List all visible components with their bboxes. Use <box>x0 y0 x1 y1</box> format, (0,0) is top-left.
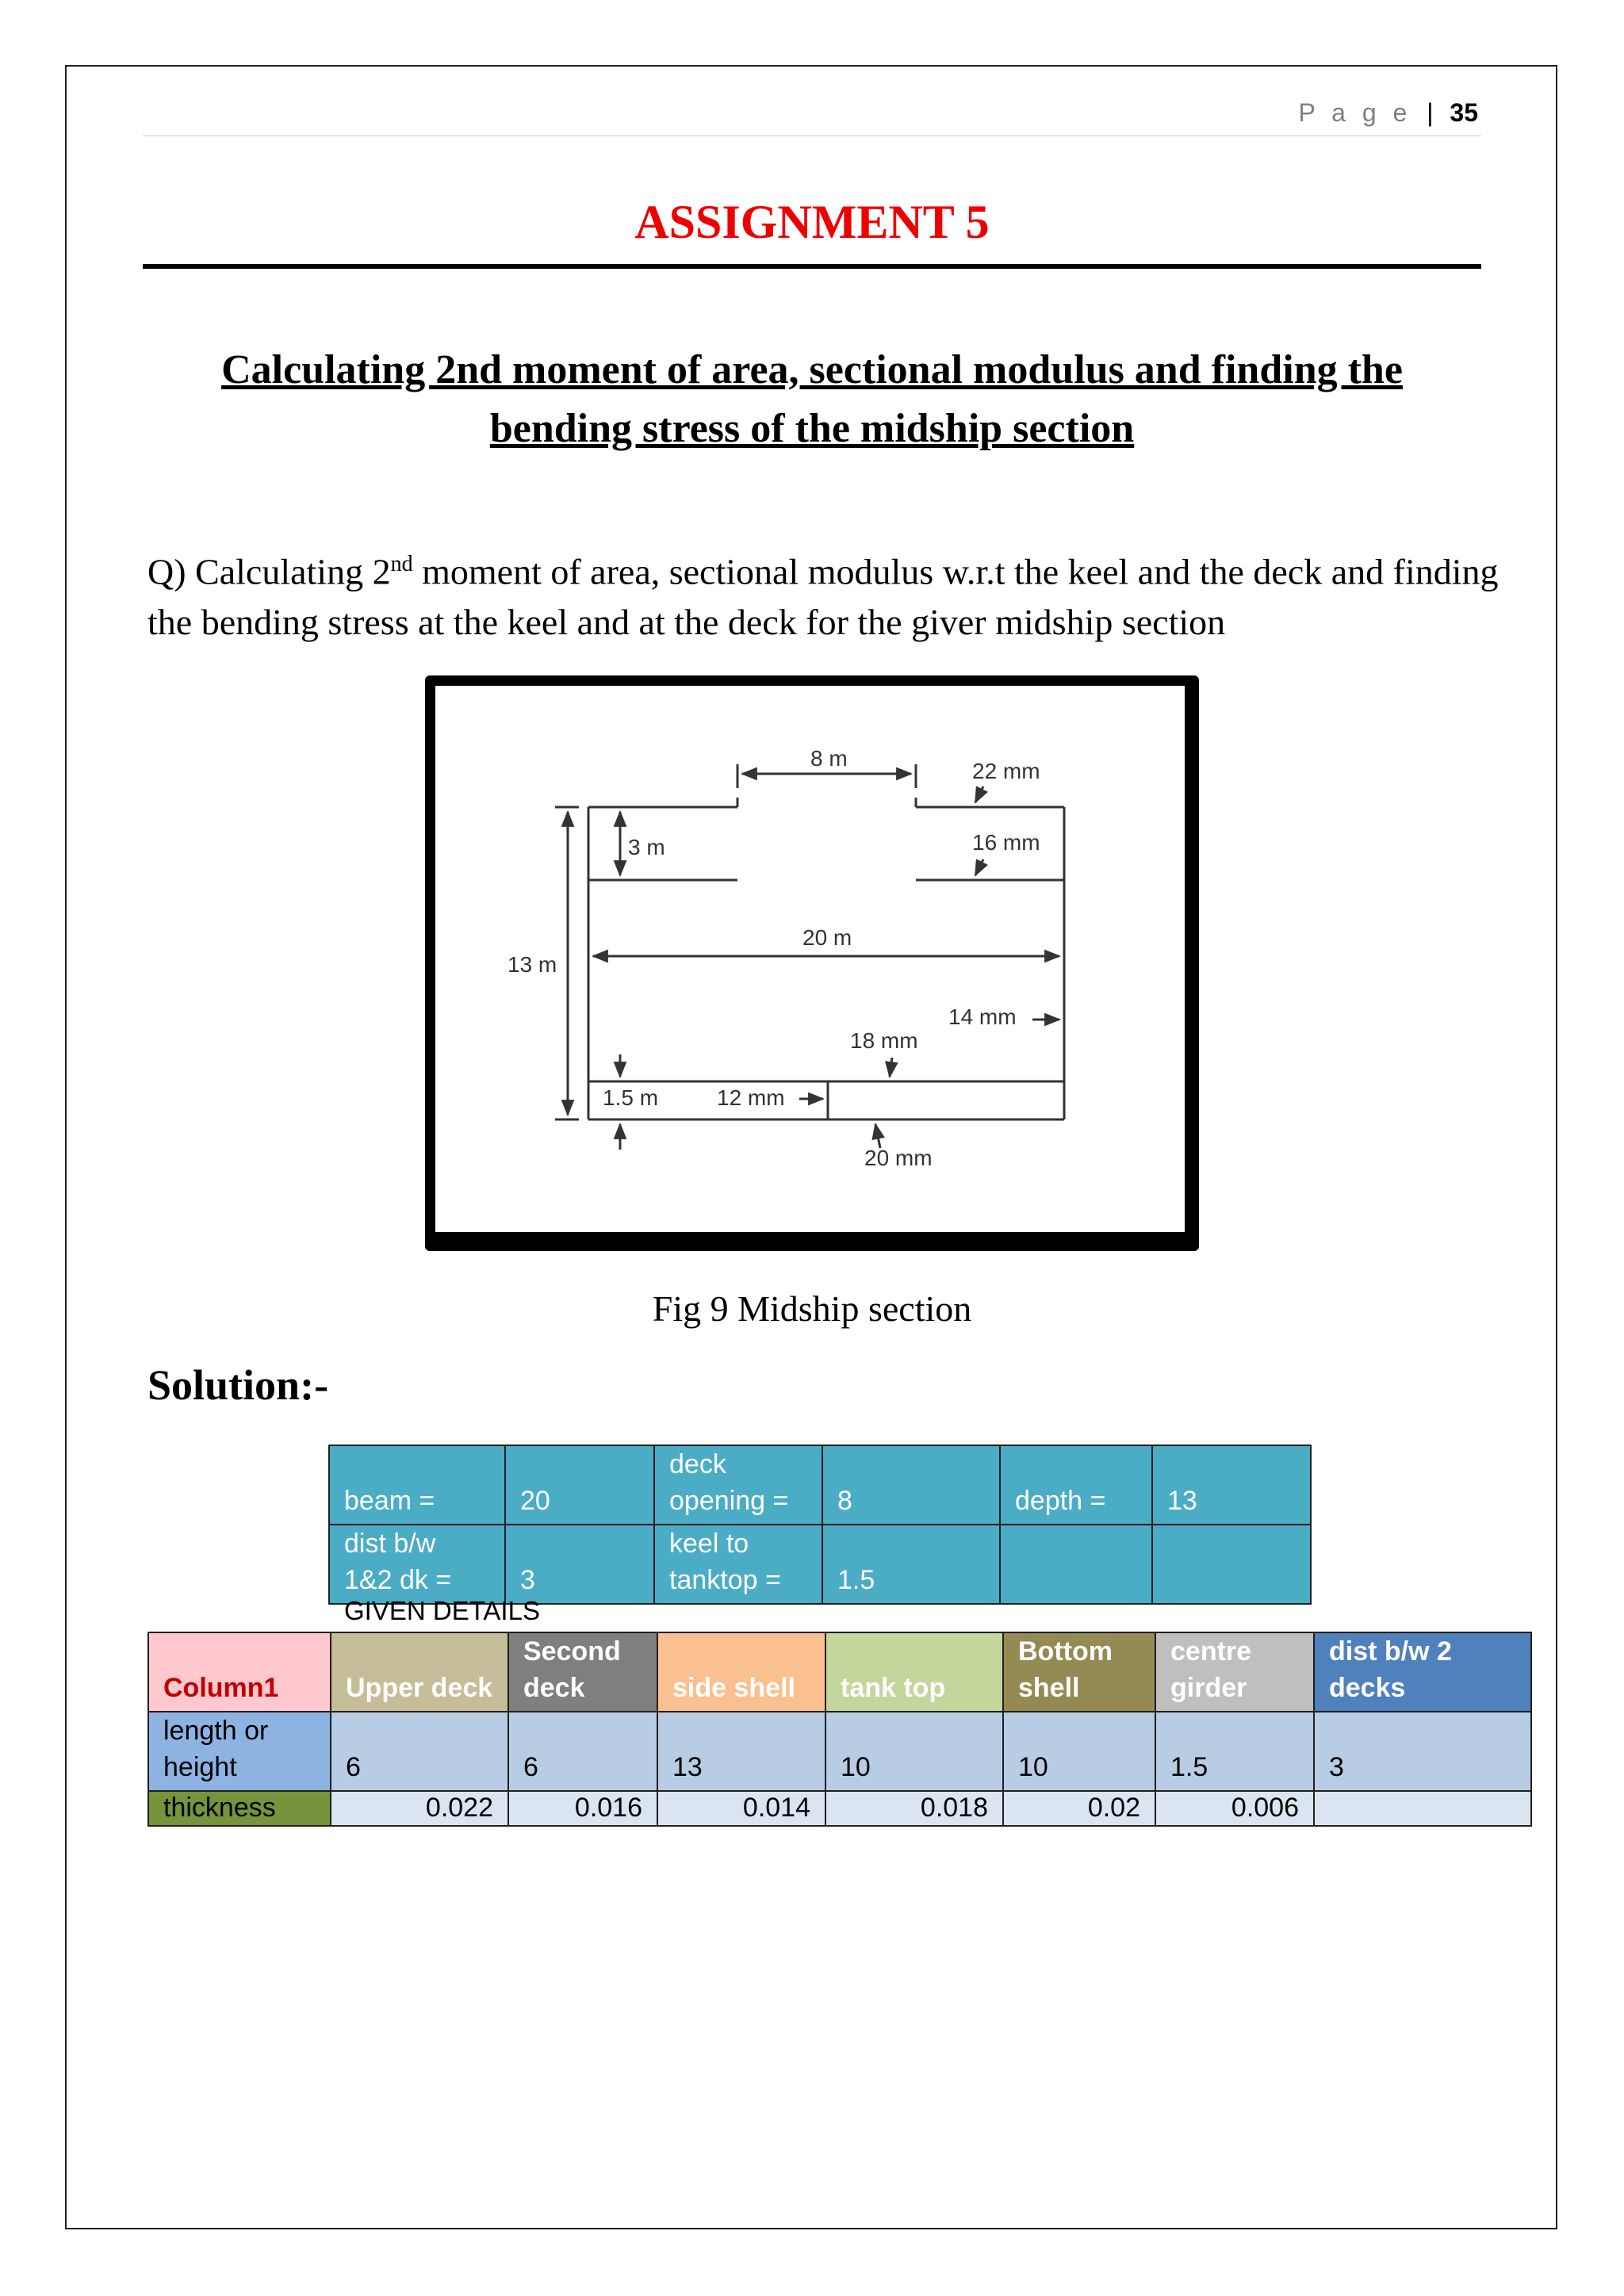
table-cell: dist b/w 1&2 dk = <box>329 1525 505 1604</box>
table-cell: deck opening = <box>654 1445 822 1525</box>
table-cell: 6 <box>331 1712 508 1791</box>
table-cell: 0.006 <box>1155 1791 1314 1826</box>
table-cell: 6 <box>508 1712 657 1791</box>
section-data-table <box>147 1632 1532 1827</box>
table-cell: 1.5 <box>1155 1712 1314 1791</box>
solution-heading: Solution:- <box>147 1361 329 1409</box>
table-header-row <box>148 1632 1531 1712</box>
label-bottom-thk: 20 mm <box>864 1146 933 1170</box>
column-header: tank top <box>825 1632 1003 1712</box>
table-cell <box>1000 1525 1152 1604</box>
table-cell: 3 <box>505 1525 654 1604</box>
column-header: centre girder <box>1155 1632 1314 1712</box>
label-tank-top-thk: 18 mm <box>850 1028 918 1053</box>
given-details-caption: GIVEN DETAILS <box>344 1596 540 1625</box>
label-second-deck-thk: 16 mm <box>972 830 1040 855</box>
label-depth: 13 m <box>508 952 557 977</box>
page-title: ASSIGNMENT 5 <box>634 196 990 248</box>
tank-top-leader <box>890 1058 892 1077</box>
table-cell: 0.014 <box>657 1791 825 1826</box>
table-cell: 8 <box>822 1445 1000 1525</box>
table-cell: depth = <box>1000 1445 1152 1525</box>
bottom-leader <box>875 1124 880 1148</box>
table-cell <box>1152 1525 1311 1604</box>
given-details-table <box>328 1445 1312 1605</box>
page-label: P a g e <box>1298 98 1412 127</box>
row-label: thickness <box>148 1791 331 1826</box>
label-girder-thk: 12 mm <box>717 1085 785 1110</box>
column-header: dist b/w 2 decks <box>1314 1632 1531 1712</box>
second-deck-leader <box>975 859 983 875</box>
label-beam: 20 m <box>802 925 852 950</box>
figure-caption: Fig 9 Midship section <box>652 1288 972 1329</box>
table-cell: 13 <box>1152 1445 1311 1525</box>
table-row <box>148 1712 1531 1791</box>
page-separator: | <box>1427 98 1434 127</box>
section-subtitle: Calculating 2nd moment of area, sectional modulus and finding the bending stress of the midship section <box>221 347 1403 451</box>
table-cell <box>1314 1791 1531 1826</box>
table-cell: 10 <box>1003 1712 1155 1791</box>
column-header: Upper deck <box>331 1632 508 1712</box>
table-cell: keel to tanktop = <box>654 1525 822 1604</box>
table-cell: 0.022 <box>331 1791 508 1826</box>
label-deck-opening: 8 m <box>810 746 848 771</box>
table-cell: 1.5 <box>822 1525 1000 1604</box>
question-prefix: Q) Calculating 2 <box>147 551 391 592</box>
table-cell: 0.018 <box>825 1791 1003 1826</box>
question-rest: moment of area, sectional modulus w.r.t the keel and the deck and finding the bending stress at the keel and at the deck for the giver midship section <box>147 551 1499 643</box>
table-cell: beam = <box>329 1445 505 1525</box>
upper-deck-leader <box>975 786 983 802</box>
label-side-shell-thk: 14 mm <box>948 1004 1017 1029</box>
label-db-height: 1.5 m <box>603 1085 659 1110</box>
table-cell: 13 <box>657 1712 825 1791</box>
page-number: 35 <box>1450 98 1478 127</box>
table-row <box>329 1445 1311 1525</box>
table-cell: 0.016 <box>508 1791 657 1826</box>
column-header: side shell <box>657 1632 825 1712</box>
table-row <box>148 1791 1531 1826</box>
column-header: Second deck <box>508 1632 657 1712</box>
label-deck-gap: 3 m <box>628 835 665 859</box>
table-row <box>329 1525 1311 1604</box>
column-header: Bottom shell <box>1003 1632 1155 1712</box>
question-superscript: nd <box>390 552 413 576</box>
table-cell: 0.02 <box>1003 1791 1155 1826</box>
column-header: Column1 <box>148 1632 331 1712</box>
table-cell: 3 <box>1314 1712 1531 1791</box>
label-upper-deck-thk: 22 mm <box>972 759 1040 783</box>
table-cell: 10 <box>825 1712 1003 1791</box>
row-label: length or height <box>148 1712 331 1791</box>
table-cell: 20 <box>505 1445 654 1525</box>
